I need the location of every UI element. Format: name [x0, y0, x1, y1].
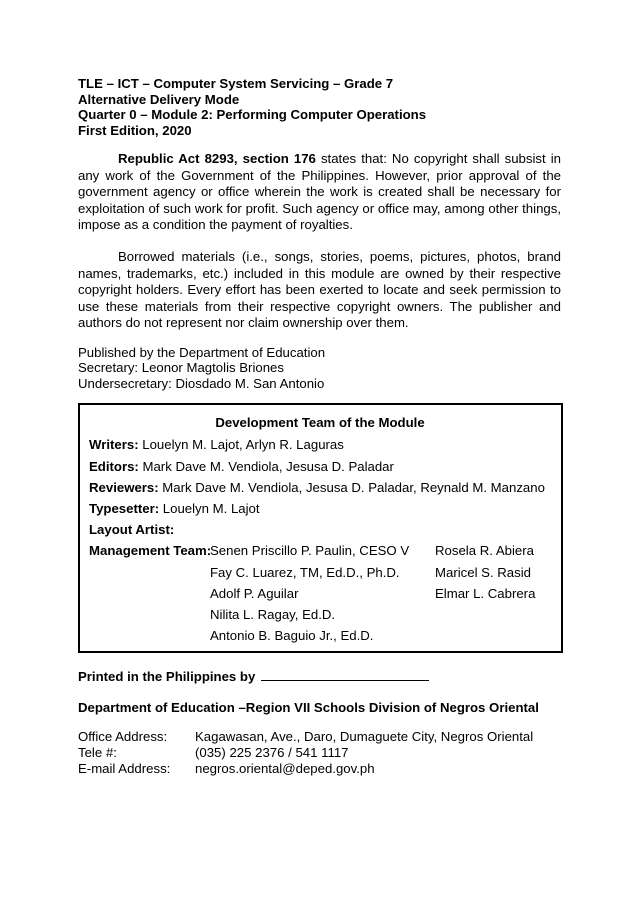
typesetter-label: Typesetter: — [89, 501, 160, 517]
office-address-row — [78, 729, 561, 745]
writers-row — [89, 434, 551, 455]
management-member: Senen Priscillo P. Paulin, CESO V — [210, 543, 410, 559]
printed-by-label: Printed in the Philippines by — [78, 669, 256, 685]
management-team — [89, 540, 551, 646]
email-row — [78, 761, 561, 777]
delivery-mode: Alternative Delivery Mode — [78, 91, 240, 107]
layout-artist-row — [89, 519, 551, 540]
reviewers-row — [89, 477, 551, 498]
module-quarter-title: Quarter 0 – Module 2: Performing Computer Operations — [78, 107, 427, 122]
typesetter-name: Louelyn M. Lajot — [159, 501, 260, 517]
editors-row — [89, 456, 551, 477]
office-address-label: Office Address: — [78, 729, 168, 745]
typesetter-row — [89, 498, 551, 519]
management-member: Maricel S. Rasid — [435, 564, 532, 580]
management-member: Antonio B. Baguio Jr., Ed.D. — [210, 628, 374, 644]
email-value: negros.oriental@deped.gov.ph — [195, 761, 375, 777]
team-box-title: Development Team of the Module — [215, 415, 425, 431]
division-name: Department of Education –Region VII Schools Division of Negros Oriental — [78, 700, 539, 716]
contact-info — [78, 729, 561, 777]
telephone-value: (035) 225 2376 / 541 1117 — [195, 745, 349, 761]
management-column-1 — [210, 540, 409, 646]
editors-label: Editors: — [89, 458, 139, 474]
office-address-value: Kagawasan, Ave., Daro, Dumaguete City, Negros Oriental — [195, 729, 534, 745]
copyright-paragraph — [78, 151, 561, 234]
management-member: Adolf P. Aguilar — [210, 585, 299, 601]
management-member: Nilita L. Ragay, Ed.D. — [210, 607, 336, 623]
writers-label: Writers: — [89, 437, 139, 453]
writers-names: Louelyn M. Lajot, Arlyn R. Laguras — [138, 437, 344, 453]
module-title-block — [78, 76, 561, 138]
republic-act-ref: Republic Act 8293, section 176 — [118, 151, 316, 166]
printed-by-line — [78, 669, 561, 685]
reviewers-label: Reviewers: — [89, 479, 159, 495]
copyright-page — [78, 76, 561, 777]
edition: First Edition, 2020 — [78, 122, 192, 138]
copyright-text: states that: No copyright shall subsist in any work of the Government of the Philippines. However, prior approval of the government agency or office wherein the work is created shall be necessary for exploitation of such work for profit. Such agency or office may, among other things, impose as a condition the payment of royalties. — [78, 151, 561, 233]
layout-artist-label: Layout Artist: — [89, 522, 175, 538]
management-member: Rosela R. Abiera — [435, 543, 534, 559]
management-member: Fay C. Luarez, TM, Ed.D., Ph.D. — [210, 564, 400, 580]
telephone-label: Tele #: — [78, 745, 117, 761]
secretary: Secretary: Leonor Magtolis Briones — [78, 360, 284, 376]
publication-info — [78, 345, 561, 392]
management-member: Elmar L. Cabrera — [435, 585, 536, 601]
undersecretary: Undersecretary: Diosdado M. San Antonio — [78, 375, 325, 391]
printer-blank-line — [261, 669, 429, 681]
management-column-2 — [435, 540, 535, 604]
telephone-row — [78, 745, 561, 761]
module-subject-title: TLE – ICT – Computer System Servicing – Grade 7 — [78, 76, 394, 91]
editors-names: Mark Dave M. Vendiola, Jesusa D. Paladar — [138, 458, 394, 474]
development-team-box — [78, 403, 563, 653]
published-by: Published by the Department of Education — [78, 344, 326, 360]
borrowed-materials-paragraph: Borrowed materials (i.e., songs, stories, poems, pictures, photos, brand names, trademarks, etc.) included in this module are owned by their respective copyright holders. Every effort has been exerted to locate and seek permission to use these materials from their respective copyright owners. The publisher and authors do not represent nor claim ownership over them. — [78, 248, 561, 331]
email-label: E-mail Address: — [78, 761, 171, 777]
management-team-label: Management Team: — [89, 543, 212, 559]
reviewers-names: Mark Dave M. Vendiola, Jesusa D. Paladar, Reynald M. Manzano — [158, 479, 545, 495]
